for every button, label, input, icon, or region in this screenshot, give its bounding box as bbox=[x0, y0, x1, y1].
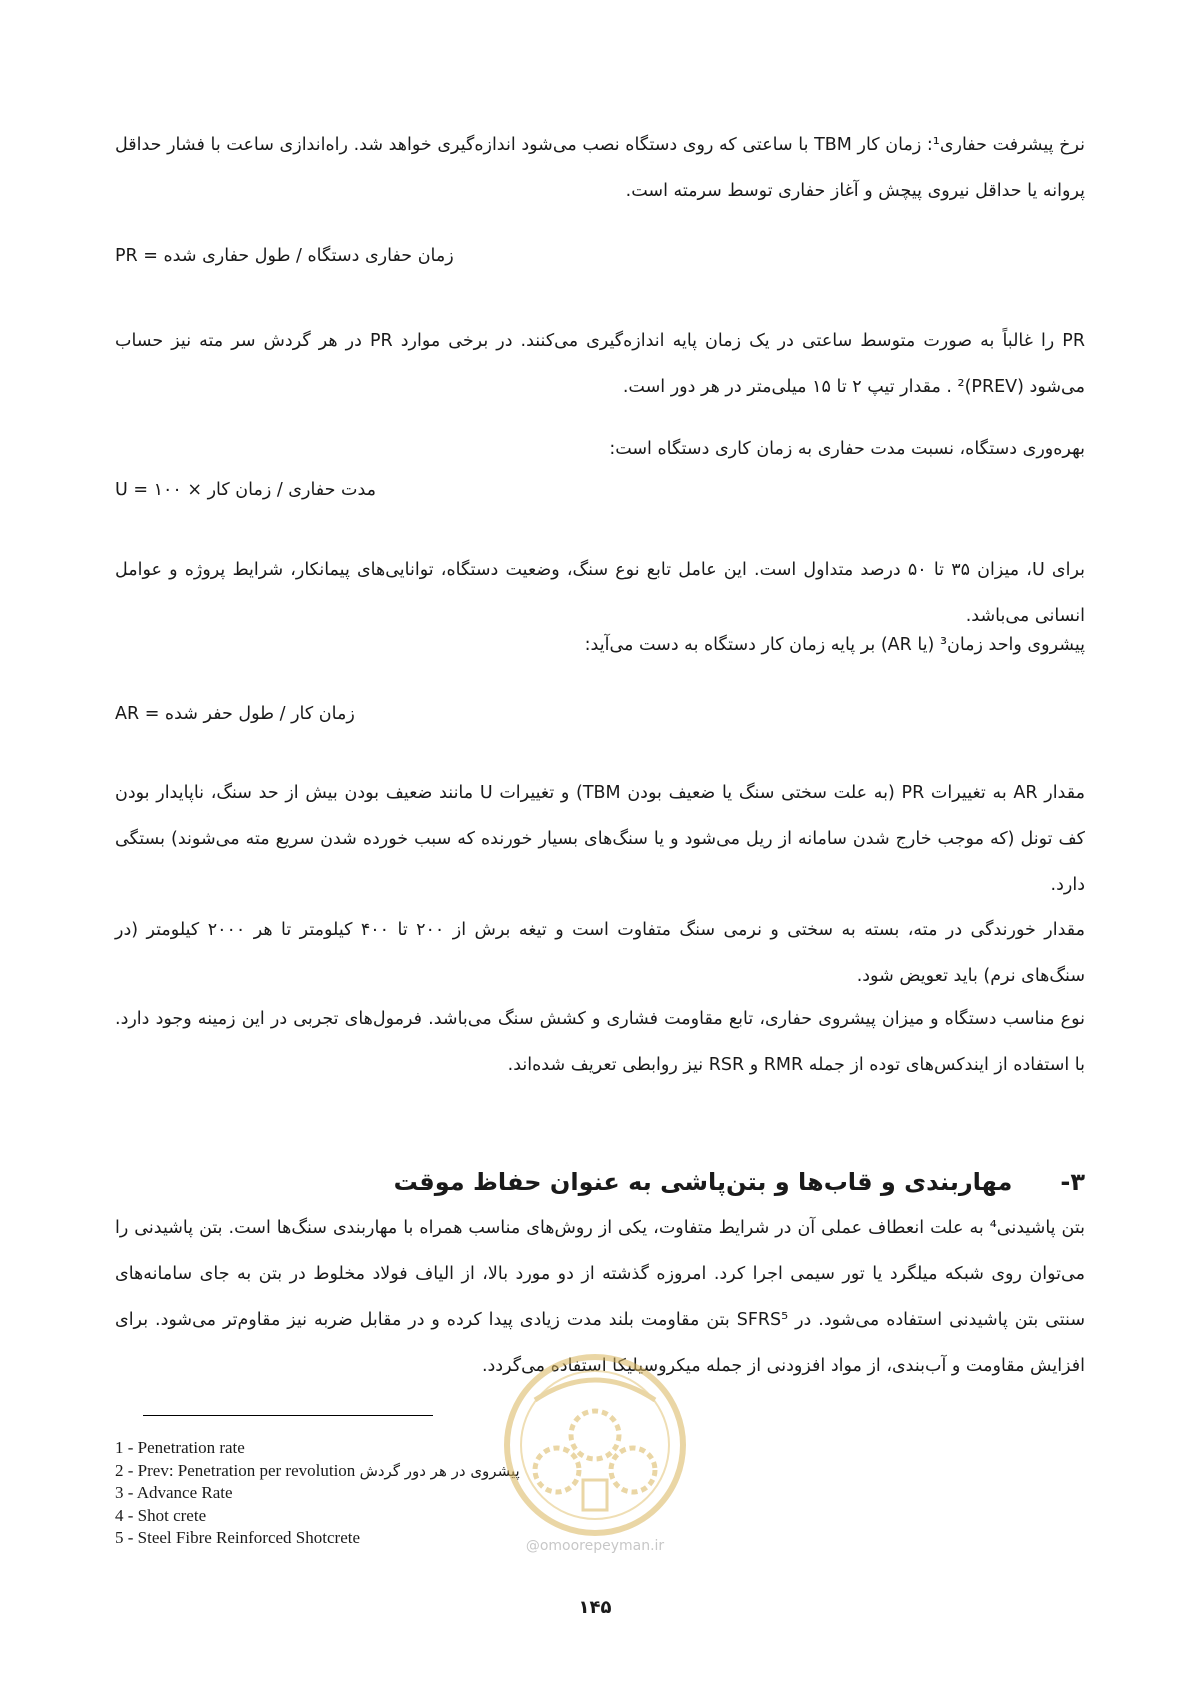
watermark-site: @omoorepeyman.ir bbox=[525, 1538, 665, 1554]
footnote-divider bbox=[143, 1415, 433, 1416]
footnote-1: 1 - Penetration rate bbox=[115, 1438, 245, 1457]
footnote-2 bbox=[115, 1460, 815, 1483]
formula-pr-text: PR = زمان حفاری دستگاه / طول حفاری شده bbox=[115, 246, 454, 266]
paragraph-machine-type: نوع مناسب دستگاه و میزان پیشروی حفاری، تابع مقاومت فشاری و کشش سنگ می‌باشد. فرمول‌های تجربی در این زمینه وجود دارد. با استفاده از ایندکس‌های توده از جمله RMR و RSR نیز روابطی تعریف شده‌اند. bbox=[115, 1009, 1085, 1075]
footnote-4: 4 - Shot crete bbox=[115, 1505, 207, 1525]
footnote-2-en: 2 - Prev: Penetration per revolution bbox=[115, 1460, 356, 1480]
footnote-3: 3 - Advance Rate bbox=[115, 1483, 233, 1502]
paragraph-penetration-rate: نرخ پیشرفت حفاری¹: زمان کار TBM با ساعتی که روی دستگاه نصب می‌شود اندازه‌گیری خواهد شد. راه‌اندازی ساعت با فشار حداقل پروانه یا حداقل نیروی پیچش و آغاز حفاری توسط سرمته است. bbox=[115, 135, 1085, 201]
section-title: مهاربندی و قاب‌ها و بتن‌پاشی به عنوان حفاظ موقت bbox=[393, 1168, 1013, 1196]
formula-pr bbox=[115, 246, 715, 266]
section-number: ۳- bbox=[1060, 1168, 1085, 1196]
paragraph-advance-rate: پیشروی واحد زمان³ (یا AR) بر پایه زمان کار دستگاه به دست می‌آید: bbox=[584, 635, 1085, 655]
paragraph-ar-factors: مقدار AR به تغییرات PR (به علت سختی سنگ یا ضعیف بودن TBM) و تغییرات U مانند ضعیف بودن بیش از حد سنگ، ناپایدار بودن کف تونل (که موجب خارج شدن سامانه از ریل می‌شود و یا سنگ‌های بسیار خورنده که سبب خورده شدن سریع مته می‌شوند) بستگی دارد. bbox=[115, 783, 1085, 895]
footnotes bbox=[115, 1437, 815, 1550]
paragraph-utilization: بهره‌وری دستگاه، نسبت مدت حفاری به زمان کاری دستگاه است: bbox=[609, 439, 1085, 459]
paragraph-shotcrete: بتن پاشیدنی⁴ به علت انعطاف عملی آن در شرایط متفاوت، یکی از روش‌های مناسب همراه با مهاربندی سنگ‌ها است. بتن پاشیدنی را می‌توان روی شبکه میلگرد یا تور سیمی اجرا کرد. امروزه گذشته از دو مورد بالا، از الیاف فولاد مخلوط در بتن به جای سامانه‌های سنتی بتن پاشیدنی استفاده می‌شود. در SFRS⁵ بتن مقاومت بلند مدت زیادی پیدا کرده و در مقابل ضربه نیز مقاوم‌تر می‌شود. برای افزایش مقاومت و آب‌بندی، از مواد افزودنی از جمله میکروسیلیکا استفاده می‌گردد. bbox=[115, 1218, 1086, 1376]
paragraph-u-range: برای U، میزان ۳۵ تا ۵۰ درصد متداول است. این عامل تابع نوع سنگ، وضعیت دستگاه، توانایی‌های پیمانکار، شرایط پروژه و عوامل انسانی می‌باشد. bbox=[115, 560, 1086, 626]
paragraph-pr-measurement: PR را غالباً به صورت متوسط ساعتی در یک زمان پایه اندازه‌گیری می‌کنند. در برخی موارد PR در هر گردش سر مته نیز حساب می‌شود (PREV)² . مقدار تیپ ۲ تا ۱۵ میلی‌متر در هر دور است. bbox=[115, 331, 1086, 397]
paragraph-wear: مقدار خورندگی در مته، بسته به سختی و نرمی سنگ متفاوت است و تیغه برش از ۲۰۰ تا ۴۰۰ کیلومتر تا هر ۲۰۰۰ کیلومتر (در سنگ‌های نرم) باید تعویض شود. bbox=[115, 920, 1085, 986]
formula-u bbox=[115, 480, 715, 500]
formula-ar-text: AR = زمان کار / طول حفر شده bbox=[115, 704, 355, 724]
footnote-2-fa: پیشروی در هر دور گردش bbox=[359, 1461, 520, 1480]
page-number: ۱۴۵ bbox=[578, 1597, 612, 1618]
formula-ar bbox=[115, 704, 715, 724]
footnote-5: 5 - Steel Fibre Reinforced Shotcrete bbox=[115, 1528, 361, 1547]
section-heading bbox=[394, 1168, 1085, 1196]
formula-u-text: U = ۱۰۰ × مدت حفاری / زمان کار bbox=[115, 480, 377, 500]
